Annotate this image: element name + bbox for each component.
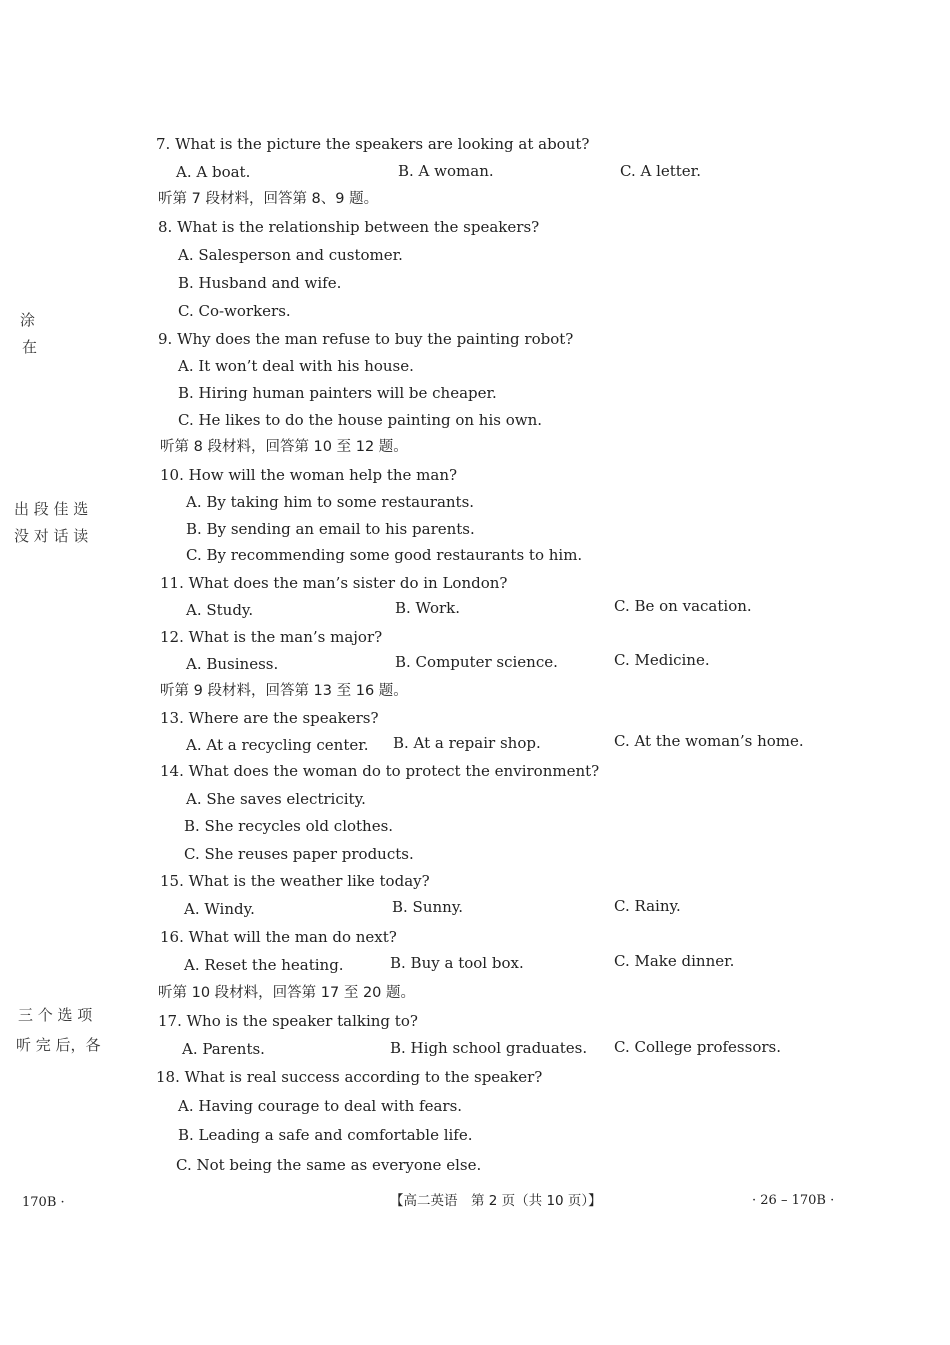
q8-option-a: A. Salesperson and customer. bbox=[178, 246, 403, 264]
q10-stem: 10. How will the woman help the man? bbox=[160, 466, 458, 484]
q13-option-a: A. At a recycling center. bbox=[186, 736, 369, 754]
q14-stem: 14. What does the woman do to protect the environment? bbox=[160, 762, 600, 780]
q14-option-c: C. She reuses paper products. bbox=[184, 845, 414, 863]
q13-option-c: C. At the woman’s home. bbox=[614, 732, 804, 750]
q14-option-b: B. She recycles old clothes. bbox=[184, 817, 394, 835]
q17-option-a: A. Parents. bbox=[182, 1040, 265, 1058]
q17-option-b: B. High school graduates. bbox=[390, 1039, 588, 1057]
q18-option-a: A. Having courage to deal with fears. bbox=[178, 1097, 463, 1115]
q15-option-a: A. Windy. bbox=[184, 900, 255, 918]
q16-option-b: B. Buy a tool box. bbox=[390, 954, 524, 972]
q7-option-a: A. A boat. bbox=[176, 163, 251, 181]
q8-stem: 8. What is the relationship between the speakers? bbox=[158, 218, 540, 236]
q13-stem: 13. Where are the speakers? bbox=[160, 709, 379, 727]
q18-option-c: C. Not being the same as everyone else. bbox=[176, 1156, 482, 1174]
q9-option-b: B. Hiring human painters will be cheaper. bbox=[178, 384, 497, 402]
margin-text-6: 听 完 后，各 bbox=[16, 1036, 101, 1054]
q10-option-b: B. By sending an email to his parents. bbox=[186, 520, 475, 538]
q14-option-a: A. She saves electricity. bbox=[186, 790, 366, 808]
q9-option-a: A. It won’t deal with his house. bbox=[178, 357, 414, 375]
margin-text-5: 三 个 选 项 bbox=[18, 1006, 93, 1024]
q11-stem: 11. What does the man’s sister do in London? bbox=[160, 574, 508, 592]
q11-option-b: B. Work. bbox=[395, 599, 461, 617]
q16-stem: 16. What will the man do next? bbox=[160, 928, 397, 946]
q9-option-c: C. He likes to do the house painting on his own. bbox=[178, 411, 543, 429]
section-8-heading: 听第 8 段材料，回答第 10 至 12 题。 bbox=[160, 439, 408, 455]
footer-page-info: 【高二英语 第 2 页（共 10 页）】 bbox=[390, 1193, 602, 1209]
q11-option-c: C. Be on vacation. bbox=[614, 597, 752, 615]
section-7-heading: 听第 7 段材料，回答第 8、9 题。 bbox=[158, 191, 379, 207]
q8-option-c: C. Co-workers. bbox=[178, 302, 291, 320]
q18-option-b: B. Leading a safe and comfortable life. bbox=[178, 1126, 473, 1144]
footer-right-code: · 26 – 170B · bbox=[752, 1193, 835, 1208]
q12-option-a: A. Business. bbox=[186, 655, 279, 673]
q17-option-c: C. College professors. bbox=[614, 1038, 781, 1056]
q7-stem: 7. What is the picture the speakers are looking at about? bbox=[156, 135, 590, 153]
q8-option-b: B. Husband and wife. bbox=[178, 274, 342, 292]
q7-option-c: C. A letter. bbox=[620, 162, 701, 180]
q10-option-c: C. By recommending some good restaurants to him. bbox=[186, 546, 583, 564]
section-10-heading: 听第 10 段材料，回答第 17 至 20 题。 bbox=[158, 985, 416, 1001]
margin-text-2: 在 bbox=[22, 338, 38, 356]
q16-option-c: C. Make dinner. bbox=[614, 952, 735, 970]
q16-option-a: A. Reset the heating. bbox=[184, 956, 344, 974]
q9-stem: 9. Why does the man refuse to buy the painting robot? bbox=[158, 330, 574, 348]
q7-option-b: B. A woman. bbox=[398, 162, 494, 180]
q12-option-c: C. Medicine. bbox=[614, 651, 710, 669]
q15-option-b: B. Sunny. bbox=[392, 898, 464, 916]
q12-stem: 12. What is the man’s major? bbox=[160, 628, 383, 646]
margin-text-1: 涂 bbox=[20, 311, 36, 329]
q12-option-b: B. Computer science. bbox=[395, 653, 558, 671]
q18-stem: 18. What is real success according to the speaker? bbox=[156, 1068, 543, 1086]
q10-option-a: A. By taking him to some restaurants. bbox=[186, 493, 475, 511]
footer-left-code: 170B · bbox=[22, 1195, 65, 1210]
q13-option-b: B. At a repair shop. bbox=[393, 734, 541, 752]
section-9-heading: 听第 9 段材料，回答第 13 至 16 题。 bbox=[160, 683, 408, 699]
q15-stem: 15. What is the weather like today? bbox=[160, 872, 430, 890]
q17-stem: 17. Who is the speaker talking to? bbox=[158, 1012, 418, 1030]
q11-option-a: A. Study. bbox=[186, 601, 254, 619]
margin-text-3: 出 段 佳 选 bbox=[14, 500, 89, 518]
q15-option-c: C. Rainy. bbox=[614, 897, 681, 915]
margin-text-4: 没 对 话 读 bbox=[14, 527, 89, 545]
